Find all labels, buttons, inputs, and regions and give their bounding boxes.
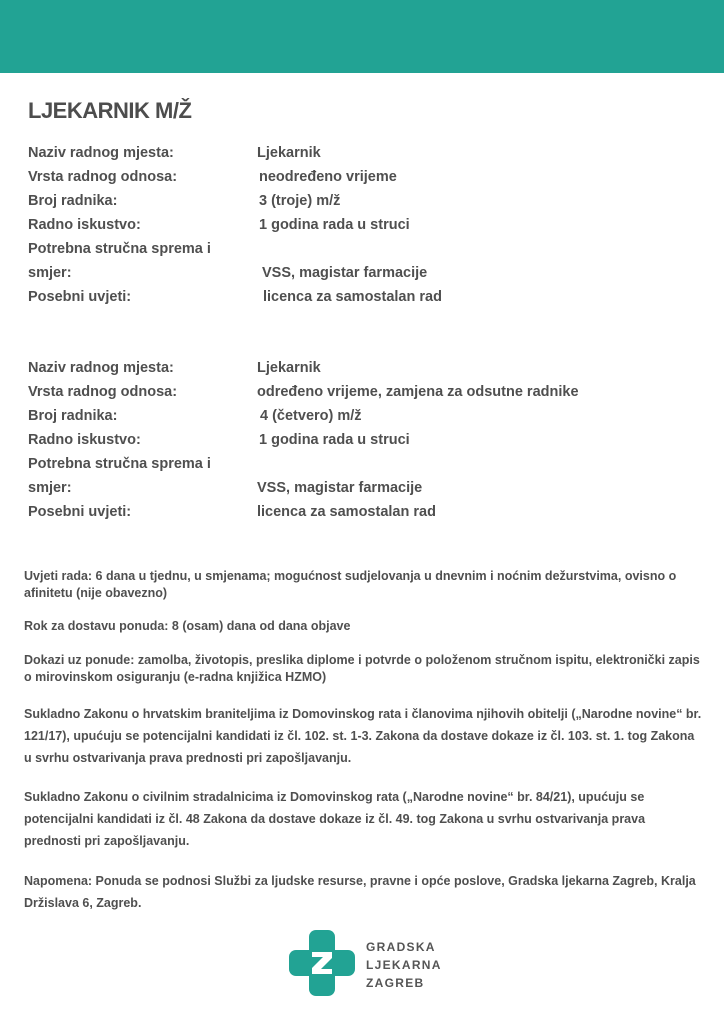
working-conditions-text: Uvjeti rada: 6 dana u tjednu, u smjenama; mogućnost sudjelovanja u dnevnim i noćnim dežurstvima, ovisno o afinitetu (nije obavezno)	[24, 569, 677, 600]
job-row	[28, 145, 708, 169]
job-row	[28, 289, 708, 313]
job-listing-1	[28, 145, 708, 313]
job-field-value: licenca za samostalan rad	[257, 504, 436, 520]
job-field-label: smjer:	[28, 265, 72, 281]
job-row	[28, 265, 708, 289]
job-row	[28, 480, 708, 504]
job-field-label: Vrsta radnog odnosa:	[28, 384, 178, 400]
page-title: LJEKARNIK M/Ž	[28, 98, 192, 123]
job-field-label: Radno iskustvo:	[28, 217, 141, 233]
job-row	[28, 217, 708, 241]
civil-victims-law-text: Sukladno Zakonu o civilnim stradalnicima iz Domovinskog rata („Narodne novine“ br. 84/21), upućuju se potencijalni kandidati iz čl. 48 Zakona da dostave dokaze iz čl. 49. tog Zakona u svrhu ostvarivanja prava prednosti pri zapošljavanju.	[24, 790, 646, 848]
job-field-value: 1 godina rada u struci	[259, 432, 410, 448]
job-field-label: Potrebna stručna sprema i	[28, 456, 211, 472]
job-field-value: Ljekarnik	[257, 360, 321, 376]
header-bar	[0, 0, 724, 73]
job-field-value: Ljekarnik	[257, 145, 321, 161]
job-field-label: smjer:	[28, 480, 72, 496]
job-row	[28, 504, 708, 528]
job-field-value: VSS, magistar farmacije	[262, 265, 428, 281]
job-field-value: VSS, magistar farmacije	[257, 480, 423, 496]
veterans-law-text: Sukladno Zakonu o hrvatskim braniteljima iz Domovinskog rata i članovima njihovih obitelji („Narodne novine“ br. 121/17), upućuju se potencijalni kandidati iz čl. 102. st. 1-3. Zakona da dostave dokaze iz čl. 103. st. 1. tog Zakona u svrhu ostvarivanja prava prednosti pri zapošljavanju.	[24, 707, 702, 765]
job-row	[28, 360, 708, 384]
note-text: Napomena: Ponuda se podnosi Službi za ljudske resurse, pravne i opće poslove, Gradska ljekarna Zagreb, Kralja Držislava 6, Zagreb.	[24, 874, 696, 910]
job-field-label: Posebni uvjeti:	[28, 504, 132, 520]
job-field-value: neodređeno vrijeme	[259, 169, 397, 185]
deadline-text: Rok za dostavu ponuda: 8 (osam) dana od dana objave	[24, 619, 351, 633]
job-field-label: Naziv radnog mjesta:	[28, 360, 174, 376]
job-row	[28, 169, 708, 193]
job-row	[28, 241, 708, 265]
logo-line: ZAGREB	[366, 976, 425, 990]
required-documents-text: Dokazi uz ponude: zamolba, životopis, preslika diplome i potvrde o položenom stručnom ispitu, elektronički zapis o mirovinskom osiguranju (e-radna knjižica HZMO)	[24, 653, 700, 684]
job-row	[28, 456, 708, 480]
job-field-label: Broj radnika:	[28, 408, 118, 424]
job-field-label: Broj radnika:	[28, 193, 118, 209]
logo-line: LJEKARNA	[366, 958, 442, 972]
job-field-value: 3 (troje) m/ž	[259, 193, 341, 209]
job-row	[28, 193, 708, 217]
job-field-label: Radno iskustvo:	[28, 432, 141, 448]
job-field-label: Potrebna stručna sprema i	[28, 241, 211, 257]
job-row	[28, 408, 708, 432]
job-field-label: Vrsta radnog odnosa:	[28, 169, 178, 185]
job-row	[28, 384, 708, 408]
job-row	[28, 432, 708, 456]
job-field-label: Posebni uvjeti:	[28, 289, 132, 305]
job-field-label: Naziv radnog mjesta:	[28, 145, 174, 161]
job-field-value: 1 godina rada u struci	[259, 217, 410, 233]
gradska-ljekarna-logo	[288, 929, 448, 999]
logo-wordmark	[366, 938, 442, 992]
job-field-value: 4 (četvero) m/ž	[260, 408, 362, 424]
job-listing-2	[28, 360, 708, 528]
job-field-value: licenca za samostalan rad	[263, 289, 442, 305]
cross-z-logo-icon	[288, 929, 356, 997]
logo-line: GRADSKA	[366, 940, 436, 954]
job-field-value: određeno vrijeme, zamjena za odsutne radnike	[257, 384, 579, 400]
